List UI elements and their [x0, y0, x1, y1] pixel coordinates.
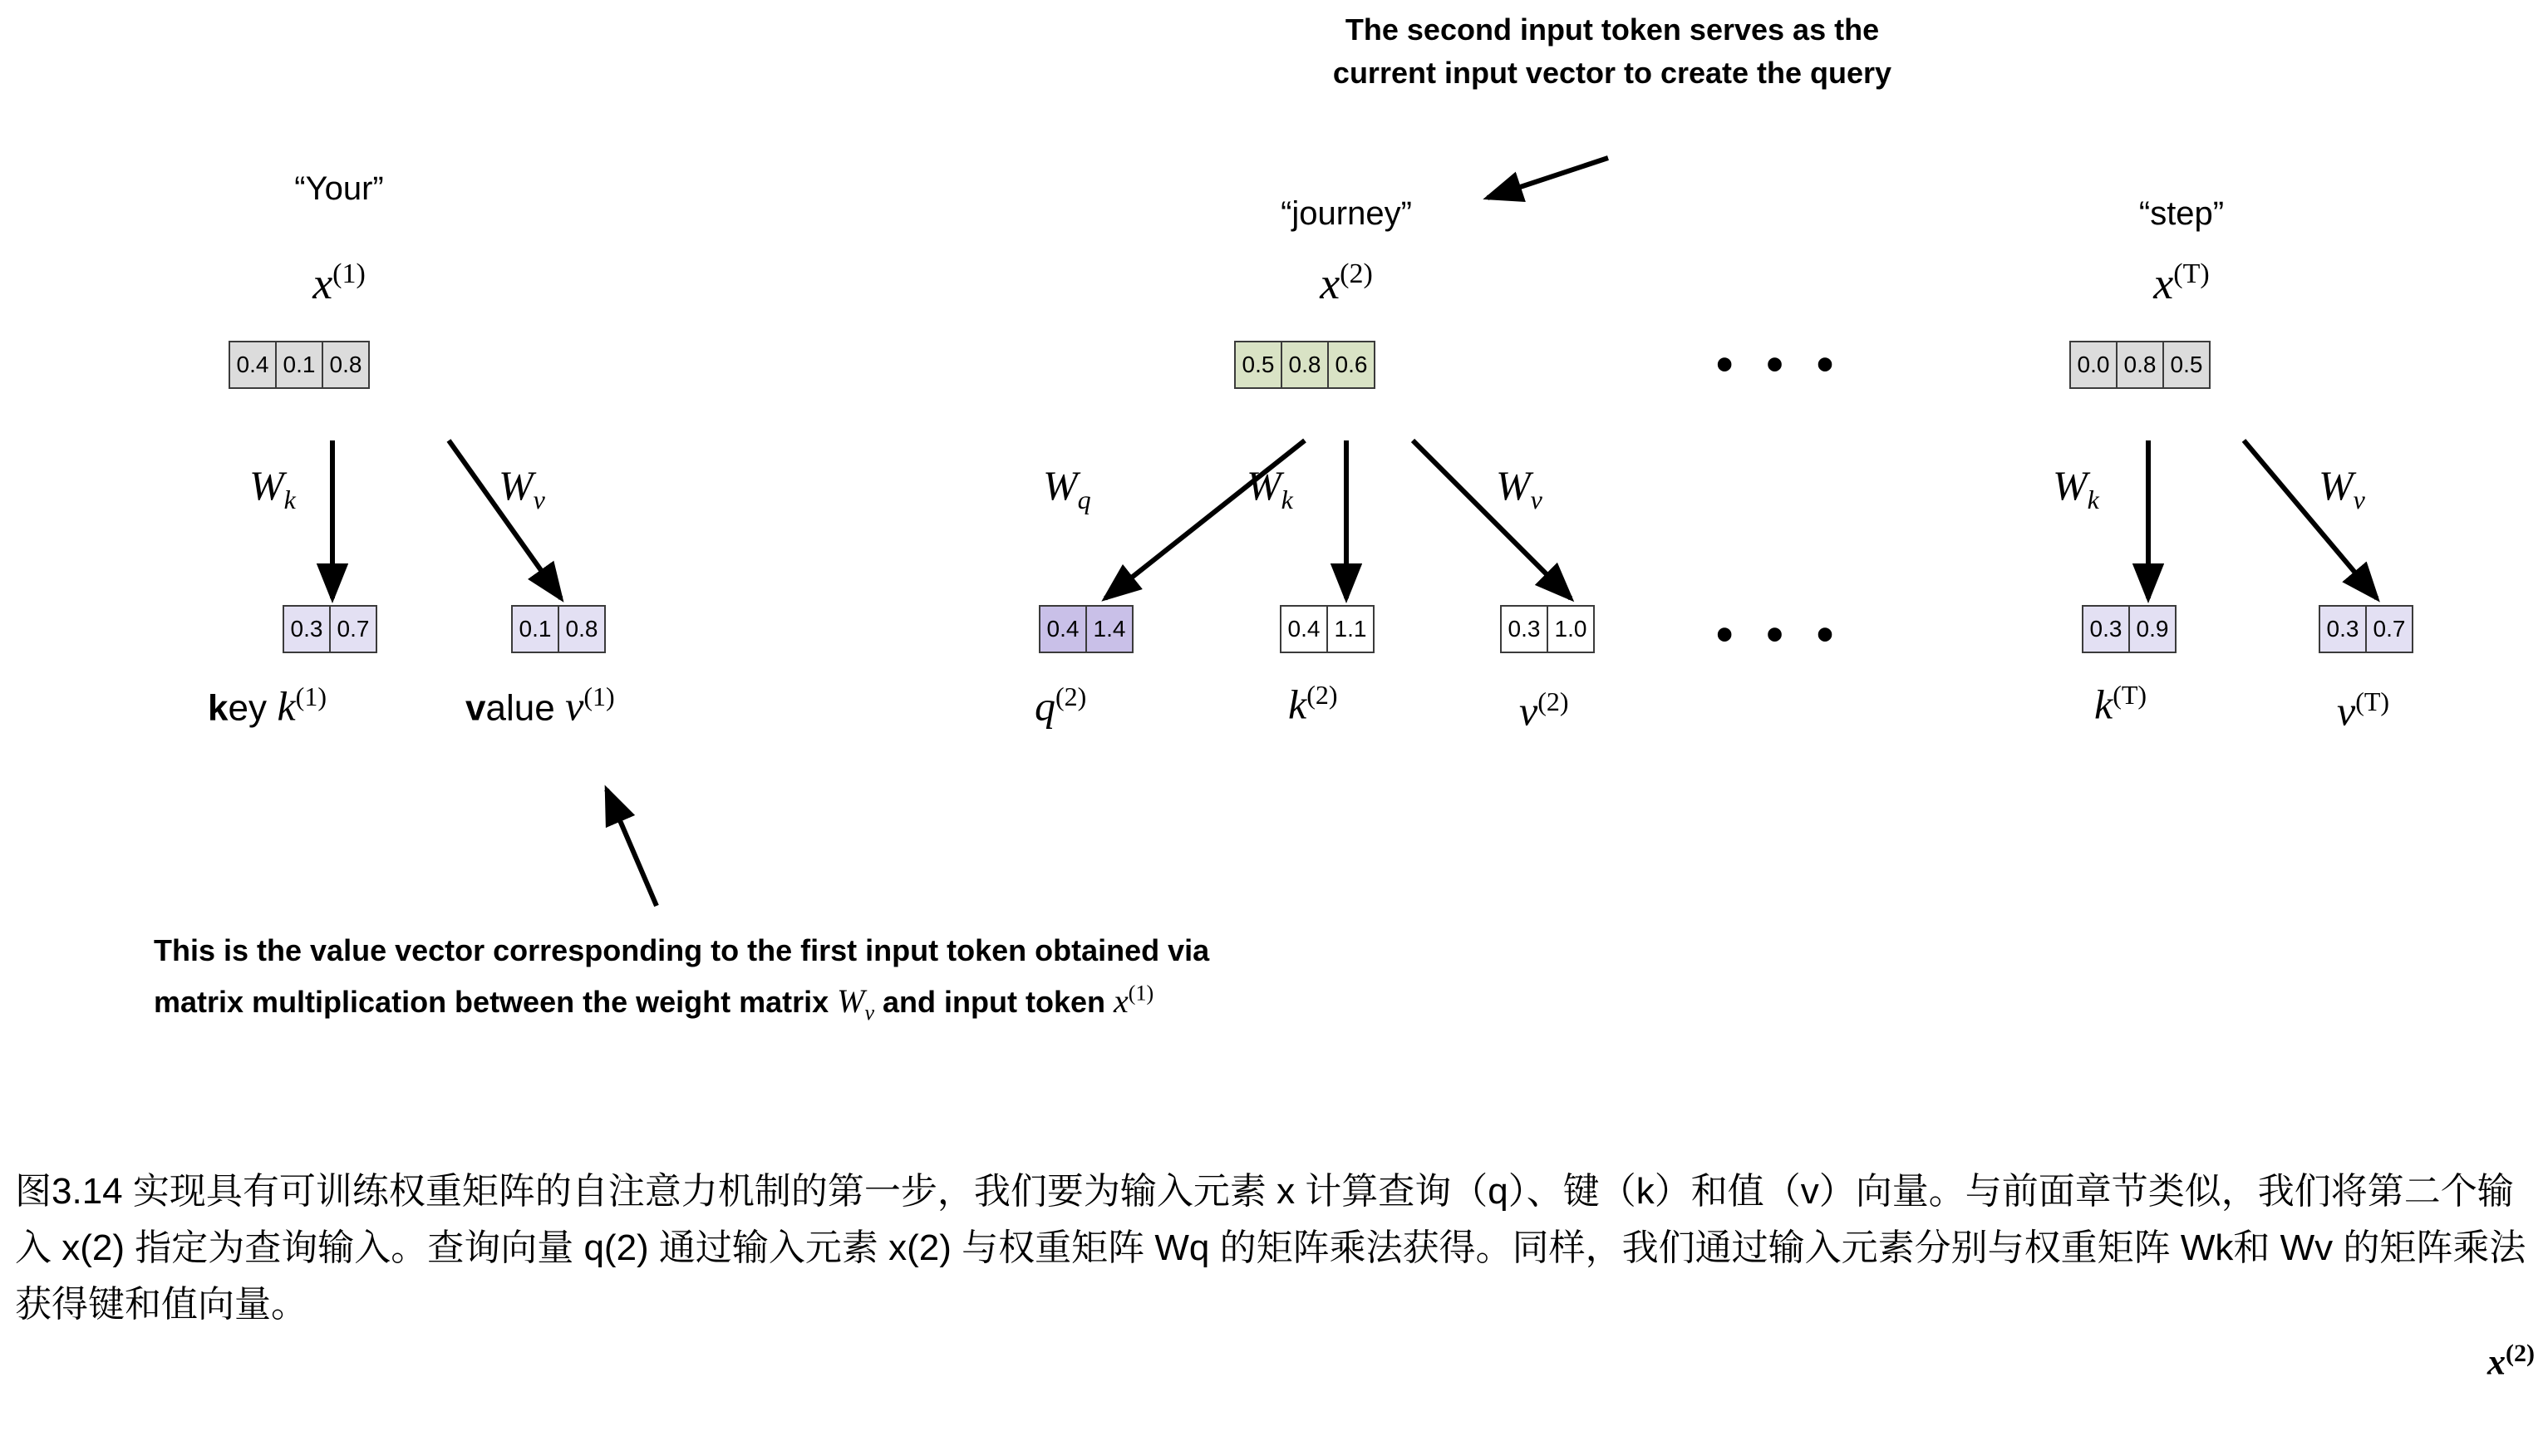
weight-label-wv-2: $W_v$	[1496, 462, 1542, 514]
vector-cell: 0.7	[329, 605, 377, 653]
input-vector-name-3	[2153, 258, 2209, 309]
value-label-1: value $v^{(1)}$	[465, 681, 615, 730]
key-vector-cells-1	[283, 605, 376, 653]
vector-cell: 0.1	[275, 341, 323, 389]
annotation-top-line1: The second input token serves as the	[1345, 12, 1880, 47]
vector-cell: 0.8	[322, 341, 370, 389]
vector-cell: 0.4	[1039, 605, 1087, 653]
vector-cell: 0.8	[558, 605, 606, 653]
input-vector-symbol-3: x	[2153, 258, 2174, 308]
vector-cell: 1.0	[1547, 605, 1595, 653]
input-vector-cells-3	[2069, 341, 2209, 389]
annotation-top	[1155, 8, 2069, 95]
value-vector-cells-1	[511, 605, 604, 653]
vector-cell: 0.6	[1327, 341, 1375, 389]
input-vector-name-1	[312, 258, 366, 309]
vector-cell: 0.5	[2162, 341, 2211, 389]
weight-matrix-symbol: $W_v$	[837, 981, 875, 1025]
weight-label-wv-3: $W_v$	[2319, 462, 2365, 514]
token-label-1: “Your”	[294, 170, 384, 207]
input-vector-symbol-1: x	[312, 258, 333, 308]
input-vector-sup-1: (1)	[332, 258, 366, 289]
vector-cell: 1.1	[1326, 605, 1375, 653]
vector-cell: 0.3	[283, 605, 331, 653]
vector-cell: 0.3	[2319, 605, 2367, 653]
input-vector-cells-2	[1234, 341, 1374, 389]
input-vector-cells-1	[229, 341, 368, 389]
value-vector-cells-2	[1500, 605, 1593, 653]
vector-cell: 0.3	[2082, 605, 2130, 653]
weight-label-wq-2: $W_q$	[1043, 462, 1091, 514]
vector-cell: 0.7	[2365, 605, 2413, 653]
annotation-bottom-line2: matrix multiplication between the weight matrix $W_v$ and input token $x^{(1)}$	[154, 981, 1154, 1025]
key-label-1: key $k^{(1)}$	[208, 681, 327, 730]
weight-label-wk-2: $W_k$	[1247, 462, 1293, 514]
value-label-3: $v^{(T)}$	[2337, 686, 2390, 735]
key-vector-cells-2	[1280, 605, 1373, 653]
ellipsis-bottom: • • •	[1716, 607, 1844, 662]
vector-cell: 0.4	[229, 341, 277, 389]
input-token-symbol: $x^{(1)}$	[1114, 981, 1154, 1020]
value-label-2: $v^{(2)}$	[1519, 686, 1569, 735]
caption-overlay-symbol: $x^{(2)}$	[2487, 1340, 2535, 1383]
vector-cell: 0.9	[2128, 605, 2177, 653]
query-label-2: $q^{(2)}$	[1035, 681, 1087, 730]
input-vector-name-2	[1320, 258, 1373, 309]
token-label-3: “step”	[2138, 195, 2225, 232]
input-vector-symbol-2: x	[1320, 258, 1340, 308]
annotation-bottom	[154, 927, 1899, 1030]
key-vector-cells-3	[2082, 605, 2175, 653]
key-label-3: $k^{(T)}$	[2094, 680, 2147, 728]
query-vector-cells-2	[1039, 605, 1132, 653]
vector-cell: 0.1	[511, 605, 559, 653]
ellipsis-top: • • •	[1716, 337, 1844, 391]
weight-label-wk-3: $W_k$	[2053, 462, 2099, 514]
vector-cell: 0.3	[1500, 605, 1548, 653]
weight-label-wv-1: $W_v$	[499, 462, 545, 514]
weight-label-wk-1: $W_k$	[249, 462, 296, 514]
annotation-bottom-line1: This is the value vector corresponding to the first input token obtained via	[154, 933, 1210, 967]
token-label-2: “journey”	[1281, 195, 1412, 232]
vector-cell: 0.8	[1281, 341, 1329, 389]
value-vector-cells-3	[2319, 605, 2412, 653]
vector-cell: 1.4	[1085, 605, 1134, 653]
vector-cell: 0.5	[1234, 341, 1282, 389]
annotation-top-line2: current input vector to create the query	[1332, 56, 1892, 91]
input-vector-sup-3: (T)	[2173, 258, 2210, 289]
vector-cell: 0.4	[1280, 605, 1328, 653]
input-vector-sup-2: (2)	[1340, 258, 1373, 289]
figure-caption: 图3.14 实现具有可训练权重矩阵的自注意力机制的第一步，我们要为输入元素 x 计算查询（q）、键（k）和值（v）向量。与前面章节类似，我们将第二个输入 x(2) 指定为查询输入。查询向量 q(2) 通过输入元素 x(2) 与权重矩阵 Wq 的矩阵乘法获得。同样，我们通过输入元素分别与权重矩阵 Wk和 Wv 的矩阵乘法获得键和值向量。	[15, 1171, 2526, 1326]
vector-cell: 0.0	[2069, 341, 2118, 389]
vector-cell: 0.8	[2116, 341, 2164, 389]
key-label-2: $k^{(2)}$	[1288, 680, 1338, 728]
